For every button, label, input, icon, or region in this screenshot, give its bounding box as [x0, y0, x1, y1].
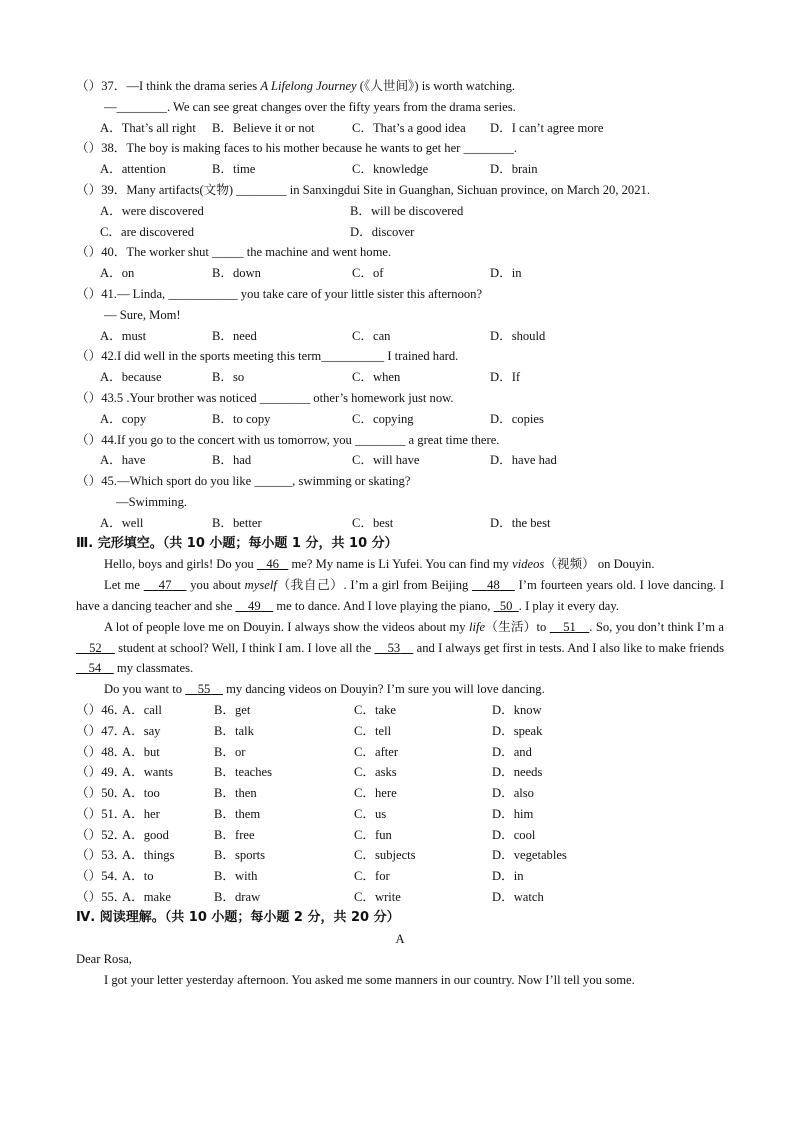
option-c[interactable]: C．copying: [352, 411, 414, 426]
option-d[interactable]: D．also: [492, 786, 534, 801]
blank-53: 53: [387, 640, 401, 655]
option-d[interactable]: D．brain: [490, 162, 538, 177]
cloze-item: [76, 742, 724, 763]
option-c[interactable]: C．best: [352, 515, 394, 530]
option-b[interactable]: B．sports: [214, 848, 266, 863]
question-44: [76, 430, 724, 451]
question-42: [76, 346, 724, 367]
cloze-item: [76, 845, 724, 866]
option-a[interactable]: A．copy: [100, 411, 147, 426]
blank-47: 47: [158, 578, 172, 593]
question-stem: —Which sport do you like ______, swimming or skating?: [116, 474, 411, 489]
option-a[interactable]: A．make: [122, 890, 171, 905]
option-a[interactable]: A．call: [122, 702, 162, 717]
option-a[interactable]: A．because: [100, 370, 162, 385]
option-c[interactable]: C．will have: [352, 453, 420, 468]
cloze-paragraph-4: Do you want to 55 my dancing videos on Douyin? I’m sure you will love dancing.: [104, 682, 545, 697]
option-a[interactable]: A．well: [100, 515, 144, 530]
blank-55: 55: [197, 682, 211, 697]
option-a[interactable]: A．have: [100, 453, 146, 468]
cloze-item: [76, 700, 724, 721]
question-43: [76, 388, 724, 409]
cloze-paragraph-1: Hello, boys and girls! Do you 46 me? My name is Li Yufei. You can find my videos（视频） on Douyin.: [104, 557, 655, 572]
blank-50: 50: [499, 598, 513, 613]
option-b[interactable]: B．get: [214, 702, 251, 717]
question-stem: —I think the drama series A Lifelong Journey (《人世间》) is worth watching.: [126, 79, 516, 93]
option-a[interactable]: A．on: [100, 266, 135, 281]
question-stem: If you go to the concert with us tomorrow, you ________ a great time there.: [116, 432, 500, 447]
option-b[interactable]: B．talk: [214, 723, 254, 738]
blank-54: 54: [88, 661, 102, 676]
blank-52: 52: [89, 640, 102, 655]
option-c[interactable]: C．here: [354, 786, 397, 801]
option-b[interactable]: B．teaches: [214, 765, 273, 780]
question-stem: The boy is making faces to his mother because he wants to get her ________.: [126, 141, 518, 156]
option-d[interactable]: D．watch: [492, 890, 544, 905]
options-row: [76, 118, 724, 139]
options-row: [76, 409, 724, 430]
option-c[interactable]: C．write: [354, 890, 401, 905]
option-d[interactable]: D．I can’t agree more: [490, 120, 604, 135]
letter-greeting: Dear Rosa,: [76, 952, 132, 967]
option-b[interactable]: B．them: [214, 806, 261, 821]
option-a[interactable]: A．to: [122, 869, 154, 884]
options-row: [76, 263, 724, 284]
option-a[interactable]: A．must: [100, 328, 147, 343]
cloze-item: [76, 762, 724, 783]
question-reply: — Sure, Mom!: [104, 307, 181, 322]
options-row: [76, 159, 724, 180]
cloze-paragraph-2: Let me 47 you about myself（我自己）. I’m a girl from Beijing 48 I’m fourteen years old. I love dancing. I have a dancing teacher and she 49 me to dance. And I love playing the piano, 50 . I play it every day.: [76, 578, 725, 613]
option-d[interactable]: D．in: [490, 266, 522, 281]
question-stem: The worker shut _____ the machine and went home.: [126, 245, 392, 260]
question-41: [76, 284, 724, 305]
question-number: （）39．: [76, 182, 127, 197]
cloze-item: [76, 804, 724, 825]
option-c[interactable]: C．can: [352, 328, 391, 343]
option-a[interactable]: A．too: [122, 786, 160, 801]
option-a[interactable]: A．but: [122, 744, 160, 759]
option-a[interactable]: A．were discovered: [100, 203, 204, 218]
option-a[interactable]: A．good: [122, 827, 169, 842]
option-d[interactable]: D．should: [490, 328, 546, 343]
question-39: [76, 180, 724, 201]
option-d[interactable]: D．have had: [490, 453, 557, 468]
question-reply: —Swimming.: [116, 494, 188, 509]
question-stem: — Linda, ___________ you take care of your little sister this afternoon?: [116, 286, 483, 301]
option-c[interactable]: C．after: [354, 744, 399, 759]
option-d[interactable]: D．him: [492, 806, 534, 821]
question-38: [76, 138, 724, 159]
option-d[interactable]: D．needs: [492, 765, 543, 780]
option-a[interactable]: A．wants: [122, 765, 174, 780]
question-number: （）37．: [76, 79, 127, 93]
blank-48: 48: [487, 578, 500, 593]
option-b[interactable]: B．Believe it or not: [212, 120, 315, 135]
option-a[interactable]: A．say: [122, 723, 161, 738]
question-stem: Many artifacts(文物) ________ in Sanxingdui Site in Guanghan, Sichuan province, on March 20, 2021.: [126, 182, 650, 197]
option-a[interactable]: A．attention: [100, 162, 166, 177]
option-b[interactable]: B．better: [212, 515, 262, 530]
section-title-cloze: Ⅲ. 完形填空。（共 10 小题；每小题 1 分，共 10 分）: [76, 535, 398, 551]
option-b[interactable]: B．free: [214, 827, 255, 842]
option-b[interactable]: B．draw: [214, 890, 261, 905]
question-number: （）53．: [76, 848, 127, 863]
question-number: （）45.: [76, 474, 117, 489]
option-b[interactable]: B．down: [212, 266, 261, 281]
question-37: [76, 76, 724, 97]
question-number: （）42.: [76, 349, 117, 364]
question-number: （）49．: [76, 765, 127, 780]
option-c[interactable]: C．tell: [354, 723, 392, 738]
option-c[interactable]: C．fun: [354, 827, 392, 842]
option-c[interactable]: C．are discovered: [100, 224, 195, 239]
option-d[interactable]: D．copies: [490, 411, 544, 426]
option-d[interactable]: D．and: [492, 744, 532, 759]
options-row: [76, 450, 724, 471]
question-number: （）55．: [76, 890, 127, 905]
question-number: （）47．: [76, 723, 127, 738]
option-d[interactable]: D．vegetables: [492, 848, 567, 863]
option-d[interactable]: D．cool: [492, 827, 536, 842]
question-reply: —________. We can see great changes over the fifty years from the drama series.: [104, 99, 516, 114]
question-number: （）54．: [76, 869, 127, 884]
option-a[interactable]: A．things: [122, 848, 175, 863]
question-number: （）41.: [76, 286, 117, 301]
passage-label: A: [395, 931, 405, 946]
question-45: [76, 471, 724, 492]
option-d[interactable]: D．speak: [492, 723, 543, 738]
option-d[interactable]: D．If: [490, 370, 521, 385]
cloze-item: [76, 866, 724, 887]
option-b[interactable]: B．to copy: [212, 411, 271, 426]
option-d[interactable]: D．in: [492, 869, 524, 884]
option-c[interactable]: C．knowledge: [352, 162, 429, 177]
options-row: [76, 326, 724, 347]
question-number: （）46．: [76, 702, 127, 717]
question-number: （）52．: [76, 827, 127, 842]
question-number: （）38．: [76, 141, 127, 156]
option-c[interactable]: C．asks: [354, 765, 397, 780]
question-40: [76, 242, 724, 263]
cloze-paragraph-3: A lot of people love me on Douyin. I always show the videos about my life（生活）to 51 . So, you don’t think I’m a 52 student at school? Well, I think I am. I love all the 53 and I always get first in tests. And I also like to make friends 54 my classmates.: [76, 617, 724, 679]
exam-content: [76, 76, 724, 991]
option-a[interactable]: A．her: [122, 806, 160, 821]
option-c[interactable]: C．subjects: [354, 848, 416, 863]
letter-line: I got your letter yesterday afternoon. You asked me some manners in our country. Now I’ll tell you some.: [104, 973, 635, 988]
cloze-item: [76, 783, 724, 804]
option-d[interactable]: D．know: [492, 702, 542, 717]
blank-46: 46: [266, 557, 279, 572]
option-a[interactable]: A．That’s all right: [100, 120, 196, 135]
option-b[interactable]: B．need: [212, 328, 257, 343]
cloze-options: [76, 700, 724, 908]
section-title-reading: Ⅳ. 阅读理解。（共 10 小题；每小题 2 分，共 20 分）: [76, 909, 400, 925]
question-number: （）43.5 .: [76, 390, 130, 405]
cloze-item: [76, 721, 724, 742]
option-c[interactable]: C．for: [354, 869, 390, 884]
option-b[interactable]: B．then: [214, 786, 257, 801]
option-b[interactable]: B．so: [212, 370, 245, 385]
options-row: [76, 201, 724, 222]
cloze-item: [76, 887, 724, 908]
options-row: [76, 367, 724, 388]
question-number: （）50．: [76, 786, 127, 801]
option-c[interactable]: C．That’s a good idea: [352, 120, 466, 135]
option-c[interactable]: C．take: [354, 702, 396, 717]
option-d[interactable]: D．discover: [350, 224, 415, 239]
question-stem: I did well in the sports meeting this term__________ I trained hard.: [116, 349, 459, 364]
question-number: （）51．: [76, 806, 127, 821]
blank-51: 51: [563, 619, 576, 634]
option-b[interactable]: B．or: [214, 744, 246, 759]
question-stem: Your brother was noticed ________ other’s homework just now.: [129, 390, 454, 405]
question-number: （）40．: [76, 245, 127, 260]
options-row: [76, 513, 724, 534]
option-b[interactable]: B．time: [212, 162, 256, 177]
question-number: （）44.: [76, 432, 117, 447]
option-b[interactable]: B．had: [212, 453, 252, 468]
option-c[interactable]: C．us: [354, 806, 387, 821]
options-row: [76, 222, 724, 243]
question-number: （）48．: [76, 744, 127, 759]
option-d[interactable]: D．the best: [490, 515, 551, 530]
option-b[interactable]: B．with: [214, 869, 258, 884]
option-c[interactable]: C．when: [352, 370, 401, 385]
cloze-item: [76, 825, 724, 846]
blank-49: 49: [248, 598, 261, 613]
option-c[interactable]: C．of: [352, 266, 384, 281]
option-b[interactable]: B．will be discovered: [350, 203, 464, 218]
